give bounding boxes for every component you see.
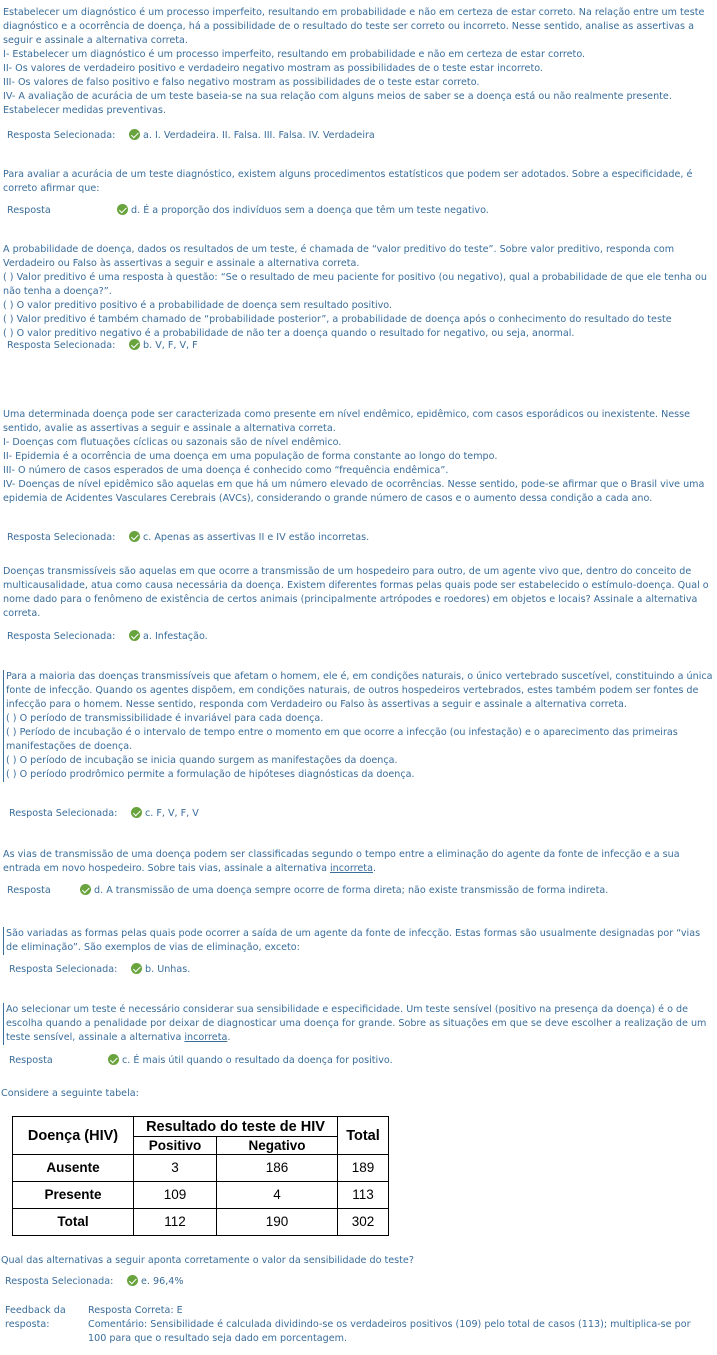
assertion: II- Epidemia é a ocorrência de uma doença em uma população de forma constante ao longo do tempo. [3,451,498,462]
selected-answer: a. Infestação. [143,631,208,642]
answer-label: Resposta Selecionada: [7,631,116,642]
question-text: Para avaliar a acurácia de um teste diagnóstico, existem alguns procedimentos estatísticos que podem ser adotados. Sobre a especificidade, é correto afirmar que: [3,169,693,194]
table-intro: Considere a seguinte tabela: [1,1088,139,1099]
feedback-content [88,1304,708,1346]
answer-label: Resposta Selecionada: [9,808,118,819]
answer-row [9,807,199,821]
question-2 [3,168,711,196]
check-circle-icon [129,129,140,140]
answer-row [9,963,190,977]
hiv-test-table [12,1116,389,1236]
question-text: Estabelecer um diagnóstico é um processo imperfeito, resultando em probabilidade e não em certeza de estar correto. Na relação entre um teste diagnóstico e a ocorrência de doença, há a possibilidade de o resultado do teste ser correto ou incorreto. Nesse sentido, analise as assertivas a seguir e assinale a alternativa correta. [3,7,705,46]
cell-positive: 109 [134,1182,217,1209]
cell-positive: 3 [134,1155,217,1182]
table-row [13,1155,389,1182]
answer-row [7,339,198,353]
check-circle-icon [131,963,142,974]
row-label: Presente [13,1182,134,1209]
cell-total: 189 [338,1155,389,1182]
assertion: IV- Doenças de nível epidêmico são aquelas em que há um número elevado de ocorrências. Nesse sentido, pode-se afirmar que o Brasil vive uma epidemia de Acidentes Vasculares Cerebrais (AVCs), considerando o grande número de casos e o aumento dessa condição a cada ano. [3,479,705,504]
header-positive: Positivo [134,1137,217,1155]
question-text: Ao selecionar um teste é necessário considerar sua sensibilidade e especificidade. Um teste sensível (positivo na presença da doença) é o de escolha quando a penalidade por deixar de diagnosticar uma doença for grande. Sobre as situações em que se deve escolher a realização de um teste sensível, assinale a alternativa incorreta. [6,1004,707,1043]
answer-label: Resposta Selecionada: [7,130,116,141]
assertion: IV- A avaliação de acurácia de um teste baseia-se na sua relação com alguns meios de saber se a doença está ou não realmente presente. Estabelecer medidas preventivas. [3,91,672,116]
selected-answer: d. É a proporção dos indivíduos sem a doença que têm um teste negativo. [131,205,489,216]
answer-row [5,1275,183,1289]
answer-row [7,630,208,644]
selected-answer: a. I. Verdadeira. II. Falsa. III. Falsa. IV. Verdadeira [143,130,375,141]
question-10 [1,1254,709,1268]
answer-row [7,531,369,545]
answer-label: Resposta Selecionada: [7,340,116,351]
assertion: ( ) O período de incubação se inicia quando surgem as manifestações da doença. [6,755,398,766]
check-circle-icon [129,531,140,542]
assertion: ( ) O período prodrômico permite a formulação de hipóteses diagnósticas da doença. [6,769,415,780]
header-negative: Negativo [217,1137,338,1155]
answer-label: Resposta Selecionada: [5,1276,114,1287]
cell-negative: 190 [217,1209,338,1236]
selected-answer: c. F, V, F, V [145,808,199,819]
assertion: ( ) O período de transmissibilidade é invariável para cada doença. [6,713,324,724]
assertion: I- Doenças com flutuações cíclicas ou sazonais são de nível endêmico. [3,437,342,448]
question-text: A probabilidade de doença, dados os resultados de um teste, é chamada de “valor preditivo do teste”. Sobre valor preditivo, responda com Verdadeiro ou Falso às assertivas a seguir e assinale a alternativa correta. [3,244,675,269]
question-text: Para a maioria das doenças transmissíveis que afetam o homem, ele é, em condições naturais, o único vertebrado suscetível, constituindo a única fonte de infecção. Quando os agentes dispõem, em condições naturais, de outros hospedeiros vertebrados, estes também podem ser fontes de infecção para o homem. Nesse sentido, responda com Verdadeiro ou Falso às assertivas a seguir e assinale a alternativa correta. [6,671,713,710]
cell-total: 302 [338,1209,389,1236]
check-circle-icon [117,204,128,215]
question-text: Doenças transmissíveis são aquelas em que ocorre a transmissão de um hospedeiro para outro, de um agente vivo que, dentro do conceito de multicausalidade, atua como causa necessária da doença. Existem diferentes formas pelas quais pode ser estabelecido o estímulo-doença. Qual o nome dado para o fenômeno de existência de certos animais (principalmente artrópodes e roedores) em objetos e locais? Assinale a alternativa correta. [3,566,709,619]
table-row [13,1182,389,1209]
question-8 [3,927,714,955]
assertion: ( ) Período de incubação é o intervalo de tempo entre o momento em que ocorre a infecção (ou infestação) e o aparecimento das primeiras manifestações de doença. [6,727,678,752]
question-4 [3,408,711,506]
cell-negative: 4 [217,1182,338,1209]
check-circle-icon [129,630,140,641]
question-6 [3,670,714,782]
assertion: II- Os valores de verdadeiro positivo e verdadeiro negativo mostram as possibilidades de o teste estar incorreto. [3,63,543,74]
header-disease: Doença (HIV) [13,1117,134,1155]
question-text: As vias de transmissão de uma doença podem ser classificadas segundo o tempo entre a eliminação do agente da fonte de infecção e a sua entrada em novo hospedeiro. Sobre tais vias, assinale a alternativa incorreta. [3,849,680,874]
check-circle-icon [131,807,142,818]
question-1 [3,6,711,118]
question-3 [3,243,711,341]
selected-answer: c. É mais útil quando o resultado da doença for positivo. [122,1055,393,1066]
answer-row [7,204,489,218]
answer-label: Resposta Selecionada: [7,532,116,543]
header-result: Resultado do teste de HIV [134,1117,338,1137]
selected-answer: e. 96,4% [141,1276,184,1287]
assertion: ( ) Valor preditivo é também chamado de “probabilidade posterior”, a probabilidade de doença após o conhecimento do resultado do teste [3,314,672,325]
question-text: Uma determinada doença pode ser caracterizada como presente em nível endêmico, epidêmico, com casos esporádicos ou inexistente. Nesse sentido, avalie as assertivas a seguir e assinale a alternativa correta. [3,409,691,434]
question-9 [3,1003,714,1045]
selected-answer: b. V, F, V, F [143,340,198,351]
check-circle-icon [127,1275,138,1286]
selected-answer: d. A transmissão de uma doença sempre ocorre de forma direta; não existe transmissão de forma indireta. [94,885,609,896]
selected-answer: c. Apenas as assertivas II e IV estão incorretas. [143,532,370,543]
hiv-table-wrap [12,1116,389,1236]
question-text: São variadas as formas pelas quais pode ocorrer a saída de um agente da fonte de infecção. Estas formas são usualmente designadas por “vias de eliminação”. São exemplos de vias de eliminação, exceto: [6,928,701,953]
question-7 [3,848,711,876]
selected-answer: b. Unhas. [145,964,191,975]
header-total: Total [338,1117,389,1155]
check-circle-icon [129,339,140,350]
assertion: ( ) O valor preditivo negativo é a probabilidade de não ter a doença quando o resultado for negativo, ou seja, anormal. [3,328,575,339]
assertion: III- Os valores de falso positivo e falso negativo mostram as possibilidades de o teste estar correto. [3,77,480,88]
cell-negative: 186 [217,1155,338,1182]
assertion: I- Estabelecer um diagnóstico é um processo imperfeito, resultando em probabilidade e não em certeza de estar correto. [3,49,586,60]
answer-label: Resposta [7,205,51,216]
assertion: ( ) O valor preditivo positivo é a probabilidade de doença sem resultado positivo. [3,300,393,311]
answer-label: Resposta Selecionada: [9,964,118,975]
check-circle-icon [108,1054,119,1065]
row-label: Total [13,1209,134,1236]
feedback-label: Feedback da resposta: [5,1305,66,1330]
assertion: III- O número de casos esperados de uma doença é conhecido como “frequência endêmica”. [3,465,449,476]
cell-total: 113 [338,1182,389,1209]
answer-label: Resposta [7,885,51,896]
row-label: Ausente [13,1155,134,1182]
check-circle-icon [80,884,91,895]
assertion: ( ) Valor preditivo é uma resposta à questão: “Se o resultado de meu paciente for positivo (ou negativo), qual a probabilidade de que ele tenha ou não tenha a doença?”. [3,272,707,297]
feedback-correct: Resposta Correta: E [88,1305,183,1316]
answer-label: Resposta [9,1055,53,1066]
answer-row [7,884,608,898]
answer-row [7,129,375,143]
question-10-intro [1,1087,709,1101]
question-text: Qual das alternativas a seguir aponta corretamente o valor da sensibilidade do teste? [1,1255,414,1266]
question-5 [3,565,711,621]
table-row [13,1209,389,1236]
cell-positive: 112 [134,1209,217,1236]
answer-row [9,1054,393,1068]
feedback-comment: Comentário: Sensibilidade é calculada dividindo-se os verdadeiros positivos (109) pelo total de casos (113); multiplica-se por 100 para que o resultado seja dado em porcentagem. [88,1319,691,1344]
